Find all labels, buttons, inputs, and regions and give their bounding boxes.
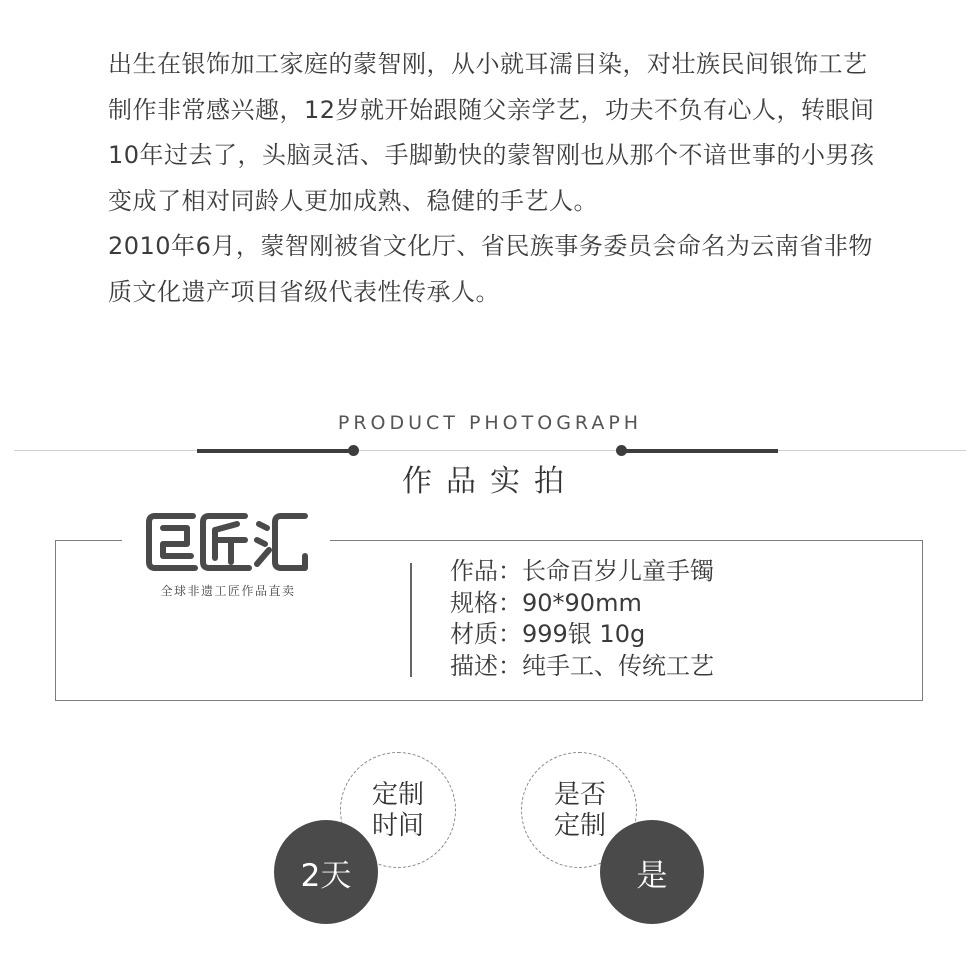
- intro-paragraph-1: 出生在银饰加工家庭的蒙智刚，从小就耳濡目染，对壮族民间银饰工艺制作非常感兴趣，12岁就开始跟随父亲学艺，功夫不负有心人，转眼间10年过去了，头脑灵活、手脚勤快的蒙智刚也从那个不谙世事的小男孩变成了相对同龄人更加成熟、稳健的手艺人。: [108, 50, 875, 215]
- custom-time-value-badge: [274, 820, 378, 924]
- divider-bar-left: [197, 449, 355, 453]
- divider-dot-right: [616, 445, 627, 456]
- section-title-en: PRODUCT PHOTOGRAPH: [337, 412, 643, 434]
- brand-logo: [145, 510, 309, 574]
- product-specs: [450, 556, 714, 682]
- vertical-separator: [410, 563, 412, 677]
- intro-text: [108, 42, 888, 315]
- customizable-label: 是否 定制: [553, 780, 606, 841]
- section-title-cn: 作品实拍: [402, 464, 578, 499]
- spec-description: 描述：纯手工、传统工艺: [450, 651, 714, 680]
- spec-name: 作品：长命百岁儿童手镯: [450, 557, 714, 585]
- spec-size: 规格：90*90mm: [450, 588, 642, 617]
- intro-paragraph-2: 2010年6月，蒙智刚被省文化厅、省民族事务委员会命名为云南省非物质文化遗产项目省级代表性传承人。: [108, 232, 873, 306]
- divider-line: [14, 450, 966, 451]
- brand-tagline: 全球非遗工匠作品直卖: [160, 584, 296, 598]
- divider-bar-right: [622, 449, 778, 453]
- customizable-value: 是: [636, 857, 668, 894]
- divider-dot-left: [348, 445, 359, 456]
- custom-time-label: 定制 时间: [371, 780, 424, 841]
- custom-time-value: 2天: [300, 857, 352, 894]
- customizable-value-badge: [600, 820, 704, 924]
- spec-material: 材质：999银 10g: [450, 620, 646, 648]
